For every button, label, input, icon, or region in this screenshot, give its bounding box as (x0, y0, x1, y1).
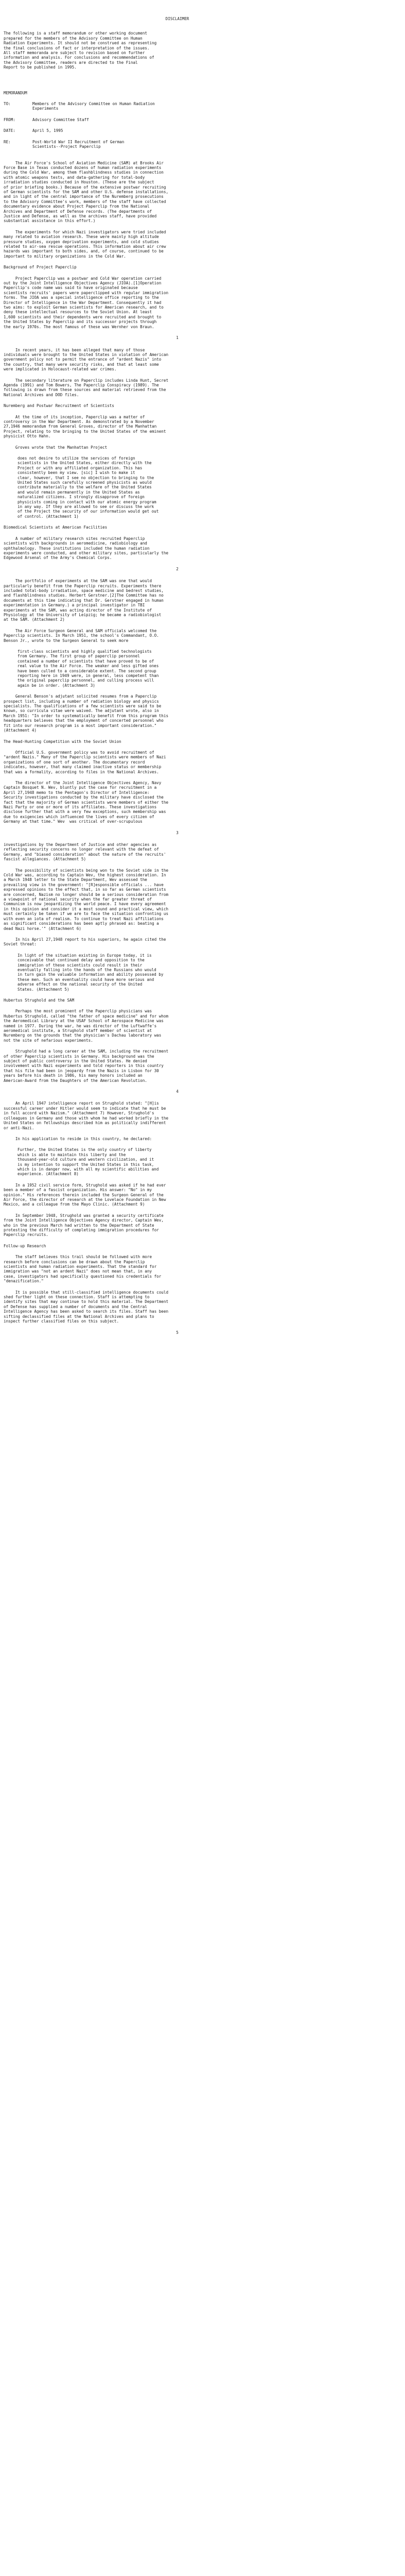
disclaimer-text: The following is a staff memorandum or other working document prepared for the members of the Advisory Committee on Human Radiation Experiments. It should not be construed as representing the final conclusions of fact or interpretation of the issues. All staff memoranda are subject to revision based on further information and analysis. For conclusions and recommendations of the Advisory Committee, readers are directed to the Final Report to be published in 1995. (4, 31, 157, 70)
block-quote: Further, the United States is the only country of liberty which is able to maintain this liberty and the thousand-year-old culture and western civilization, and it is my intention to support the United States in this task, which is in danger now, with all my scientific abilities and experience. (Attachment 8) (17, 1147, 159, 1177)
paragraph: The Air Force Surgeon General and SAM officials welcomed the Paperclip scientists. In March 1951, the school's Commandant, O.O. Benson Jr., wrote to the Surgeon General to seek more (4, 628, 159, 643)
memo-re-row (4, 140, 351, 149)
memo-to-row (4, 101, 351, 111)
memo-re-value: Post-World War II Recruitment of German Scientists--Project Paperclip (32, 139, 125, 149)
page-number: 3 (176, 830, 179, 835)
paragraph: The director of the Joint Intelligence Objectives Agency, Navy Captain Bosquet N. Wev, bluntly put the case for recruitment in a April 27,1948 memo to the Pentagon's Director of Intelligence: Security investigations conducted by the military have disclosed the fact that the majority of German scientists were members of either the Nazi Party or one or more of its affiliates. These investigations disclose further that with a very few exceptions, such membership was due to exigencies which influenced the lives of every citizen of Germany at that time." Wev was critical of over-scrupulous (4, 780, 169, 824)
memo-re-label: RE: (4, 139, 11, 144)
paragraph: investigations by the Department of Justice and other agencies as reflecting security concerns no longer relevant with the defeat of Germany, and "biased consideration" about the nature of the recruits' fascist allegiances. (Attachment 5) (4, 842, 166, 862)
memo-date-label: DATE: (4, 128, 15, 133)
memo-to-value: Members of the Advisory Committee on Human Radiation Experiments (32, 101, 155, 111)
paragraph: The Air Force's School of Aviation Medicine (SAM) at Brooks Air Force Base in Texas conducted dozens of human radiation experiments during the Cold War, among them flashblindness studies in connection with atomic weapons tests, and data-gathering for total-body irradiation studies conducted in Houston. (These are the subject of prior briefing books.) Because of the extensive postwar recruiting of German scientists for the SAM and other U.S. defense installations, and in light of the central importance of the Nuremberg prosecutions to the Advisory Committee's work, members of the staff have collected documentary evidence about Project Paperclip from the National Archives and Department of Defense records. (The departments of Justice and Defense, as well as the archives staff, have provided substantial assistance in this effort.) (4, 160, 169, 224)
section-heading: Nuremberg and Postwar Recruitment of Scientists (4, 403, 114, 409)
section-heading: Hubertus Strughold and the SAM (4, 997, 75, 1003)
paragraph: The portfolio of experiments at the SAM was one that would particularly benefit from the Paperclip recruits. Experiments there included total-body irradiation, space medicine and bedrest studies, and flashblindness studies. Herbert Gerstner.[2]The Committee has no documents at this time indicating that Dr. Gerstner engaged in human experimentation in Germany.) a principal investigator in TBI experiments at the SAM, was acting director of the Institute of Physiology at the University of Leipzig; he became a radiobiologist at the SAM. (Attachment 2) (4, 579, 164, 622)
paragraph: It is possible that still-classified intelligence documents could shed further light on these connection. Staff is attempting to identify sites that may continue to hold this material. The Department of Defense has supplied a number of documents and the Central Intelligence Agency has been asked to search its files. Staff has been sifting declassified files at the National Archives and plans to inspect further classified files on this subject. (4, 1290, 169, 1324)
paragraph: The secondary literature on Paperclip includes Linda Hunt, Secret Agenda (1991) and Tom Bowers, The Paperclip Conspiracy (1989). The following is drawn from these sources and material retrieved from the National Archives and DOD files. (4, 378, 169, 397)
paragraph: In his application to reside in this country, he declared: (4, 1136, 152, 1141)
section-heading: Background of Project Paperclip (4, 265, 77, 270)
paragraph: A number of military research sites recruited Paperclip scientists with backgrounds in aeromedicine, radiobiology and ophthalmology. These institutions included the human radiation experiments were conducted, and other military sites, particularly the Edgewood Arsenal of the Army's Chemical Corps. (4, 536, 169, 561)
paragraph: Strughold had a long career at the SAM, including the recruitment of other Paperclip scientists in Germany. His background was the subject of public controversy in the United States. He denied involvement with Nazi experiments and told reporters in this country that his file had been in jeopardy from the Nazis in Lisbon for 30 years before his death in 1986, his many honors included an American-Award from the Daughters of the American Revolution. (4, 1049, 169, 1083)
page-number: 2 (176, 566, 179, 571)
memo-date-row (4, 128, 351, 133)
memo-date-value: April 5, 1995 (32, 128, 63, 133)
paragraph: An April 1947 intelligence report on Strughold stated: "[H]is successful career under Hitler would seem to indicate that he must be in full accord with Nazism." (Attachment 7) However, Strughold's colleagues in Germany and those with whom he had worked briefly in the United States on fellowships described him as politically indifferent or anti-Nazi. (4, 1101, 169, 1130)
paragraph: At the time of its inception, Paperclip was a matter of controversy in the War Department. As demonstrated by a November 27,1946 memorandum from General Groves, director of the Manhattan Project, relating to the bringing to the United States of the eminent physicist Otto Hahn. (4, 414, 166, 439)
memo-from-row (4, 117, 351, 122)
memo-heading: MEMORANDUM (4, 90, 27, 95)
disclaimer-title: DISCLAIMER (165, 16, 189, 21)
paragraph: The possibility of scientists being won to the Soviet side in the Cold War was, according to Captain Wev, the highest consideration. In a March 1948 letter to the State Department, Wev assessed the prevailing view in the government: "[R]esponsible officials ... have expressed opinions to the effect that, in so far as German scientists are concerned, Nazism no longer should be a serious consideration from a viewpoint of national security when the far greater threat of Communism is now jeopardizing the world peace. I have every agreement in this opinion and consider it a most sound and practical view, which must certainly be taken if we are to face the situation confronting us with even an iota of realism. To continue to treat Nazi affiliations as significant considerations has been aptly phrased as: beating a dead Nazi horse.'" (Attachment 6) (4, 868, 169, 931)
section-heading: The Head-Hunting Competition with the Soviet Union (4, 739, 121, 744)
paragraph: General Benson's adjutant solicited resumes from a Paperclip prospect list, including a number of radiation biology and physics specialists. The qualifications of a few scientists were said to be known, so curricula vitae were waived. The adjutant wrote, also in March 1951: "In order to systematically benefit from this program this headquarters believes that the employment of concerted personnel who fit into our research program is a most important consideration." (Attachment 4) (4, 694, 169, 733)
paragraph: In his April 27,1948 report to his superiors, he again cited the Soviet threat: (4, 937, 166, 947)
paragraph: Official U.S. government policy was to avoid recruitment of "ardent Nazis." Many of the Paperclip scientists were members of Nazi organizations of one sort of another. The documentary record indicates, however, that many claimed inactive status or membership that was a formality, according to files in the National Archives. (4, 750, 166, 774)
paragraph: In September 1948, Strughold was granted a security certificate from the Joint Intelligence Objectives Agency director, Captain Wev, who in the previous March had written to the Department of State protesting the difficulty of completing immigration procedures for Paperclip recruits. (4, 1213, 164, 1238)
page-number: 5 (176, 1330, 179, 1335)
paragraph: The experiments for which Nazi investigators were tried included many related to aviation research. These were mainly high altitude pressure studies, oxygen deprivation experiments, and cold studies related to air-sea rescue operations. This information about air crew hazards was important to both sides, and, of course, continued to be important to military organizations in the Cold War. (4, 229, 166, 259)
paragraph: The staff believes this trail should be followed with more research before conclusions can be drawn about the Paperclip scientists and human radiation experiments. That the standard for immigration was "not an ardent Nazi" does not mean that, in any case, investigators had specifically questioned his credentials for "denazification." (4, 1255, 162, 1284)
paragraph: Perhaps the most prominent of the Paperclip physicians was Hubertus Strughold, called "the father of space medicine" and for whom the Aeromedical Library at the USAF School of Aerospace Medicine was named in 1977. During the war, he was director of the Luftwaffe's aeromedical institute, a Strughold staff member of scientist at Nuremberg on the grounds that the physician's Dachau laboratory was not the site of nefarious experiments. (4, 1009, 169, 1043)
memo-to-label: TO: (4, 101, 11, 107)
memo-from-label: FROM: (4, 117, 15, 122)
section-heading: Biomedical Scientists at American Facilities (4, 525, 108, 530)
paragraph: In a 1952 civil service form, Strughold was asked if he had ever been a member of a fascist organization. His answer: "No" in my opinion." His references therein included the Surgeon General of the Air Force, the director of research at the Lovelace Foundation in New Mexico, and a colleague from the Mayo Clinic. (Attachment 9) (4, 1182, 166, 1207)
paragraph: In recent years, it has been alleged that many of those individuals were brought to the United States in violation of American government policy not to permit the entrance of "ardent Nazis" into the country, that many were security risks, and that at least some were implicated in Holocaust-related war crimes. (4, 347, 169, 372)
block-quote: does not desire to utilize the services of foreign scientists in the United States, either directly with the Project or with any affiliated organization. This has consistently been my view. [sic] I wish to make it clear, however, that I see no objection to bringing to the United States such carefully screened physicists as would contribute materially to the welfare of the United States and would remain permanently in the United States as naturalized citizens. I strongly disapprove of foreign physicists coming in contact with our atomic energy program in any way. If they are allowed to see or discuss the work of the Project the security of our information would get out of control. (Attachment 1) (17, 456, 159, 519)
page-number: 4 (176, 1089, 179, 1094)
memo-from-value: Advisory Committee Staff (32, 117, 89, 122)
section-heading: Follow-up Research (4, 1243, 46, 1248)
memo-document (4, 16, 351, 1342)
paragraph: Project Paperclip was a postwar and Cold War operation carried out by the Joint Intelligence Objectives Agency (JIOA).[1]Operation Paperclip's code name was said to have originated because scientists recruits' papers were paperclipped with regular immigration forms. The JIOA was a special intelligence office reporting to the Director of Intelligence in the War Department. Consequently it had two aims: to exploit German scientists for American research, and to deny these intellectual resources to the Soviet Union. At least 1,600 scientists and their dependents were recruited and brought to the United States by Paperclip and its successor projects through the early 1970s. The most famous of these was Wernher von Braun. (4, 276, 169, 329)
block-quote: first-class scientists and highly qualified technologists from Germany. The first group of paperclip personnel contained a number of scientists that have proved to be of real value to the Air Force. The weaker and less gifted ones have been culled to a considerable extent. The second group reporting here in 1949 were, in general, less competent than the original paperclip personnel, and culling process will again be in order. (Attachment 3) (17, 649, 159, 688)
paragraph: Groves wrote that the Manhattan Project (4, 445, 108, 450)
page-number: 1 (176, 335, 179, 341)
block-quote: In light of the situation existing in Europe today, it is conceivable that continued delay and opposition to the immigration of these scientists could result in their eventually falling into the hands of the Russians who would in turn gain the valuable information and ability possessed by these men. Such an eventuality could have more serious and adverse effect on the national security of the United States. (Attachment 5) (17, 953, 164, 992)
